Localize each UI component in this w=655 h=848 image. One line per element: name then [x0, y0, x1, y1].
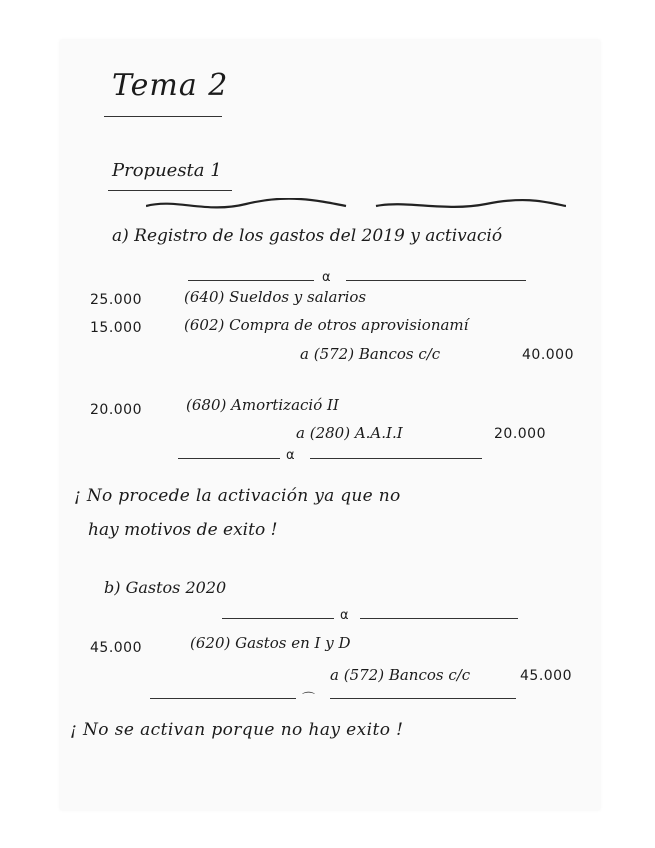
- entry-account: (602) Compra de otros aprovisionamí: [184, 316, 469, 334]
- entry-account: (640) Sueldos y salarios: [184, 288, 367, 306]
- separator-left: [150, 698, 296, 699]
- section-b-title: b) Gastos 2020: [104, 578, 227, 597]
- separator-left: [178, 458, 280, 459]
- separator-symbol: α: [322, 270, 331, 285]
- separator-right: [330, 698, 516, 699]
- separator-symbol: α: [340, 608, 349, 623]
- entry-account: (680) Amortizació II: [186, 396, 339, 414]
- separator-right: [310, 458, 482, 459]
- separator-left: [222, 618, 334, 619]
- page-title: Tema 2: [112, 68, 229, 103]
- separator-symbol: α: [286, 448, 295, 463]
- note-line: ¡ No procede la activación ya que no: [74, 486, 401, 506]
- note-line: ¡ No se activan porque no hay exito !: [70, 720, 404, 740]
- notebook-page: [60, 40, 600, 810]
- separator-symbol: ⌒: [302, 692, 316, 707]
- subtitle-underline: [108, 190, 232, 191]
- entry-amount: 25.000: [90, 292, 142, 308]
- entry-account: (620) Gastos en I y D: [190, 634, 351, 652]
- wavy-divider: [146, 198, 566, 212]
- section-a-title: a) Registro de los gastos del 2019 y activació: [112, 226, 503, 246]
- credit-amount: 20.000: [494, 426, 546, 442]
- credit-account: a (280) A.A.I.I: [296, 424, 403, 442]
- note-line: hay motivos de exito !: [88, 520, 278, 540]
- credit-account: a (572) Bancos c/c: [300, 345, 441, 363]
- credit-amount: 45.000: [520, 668, 572, 684]
- subtitle: Propuesta 1: [112, 160, 222, 181]
- credit-amount: 40.000: [522, 347, 574, 363]
- credit-account: a (572) Bancos c/c: [330, 666, 471, 684]
- separator-left: [188, 280, 314, 281]
- entry-amount: 15.000: [90, 320, 142, 336]
- separator-right: [360, 618, 518, 619]
- entry-amount: 20.000: [90, 402, 142, 418]
- separator-right: [346, 280, 526, 281]
- entry-amount: 45.000: [90, 640, 142, 656]
- title-underline: [104, 116, 222, 117]
